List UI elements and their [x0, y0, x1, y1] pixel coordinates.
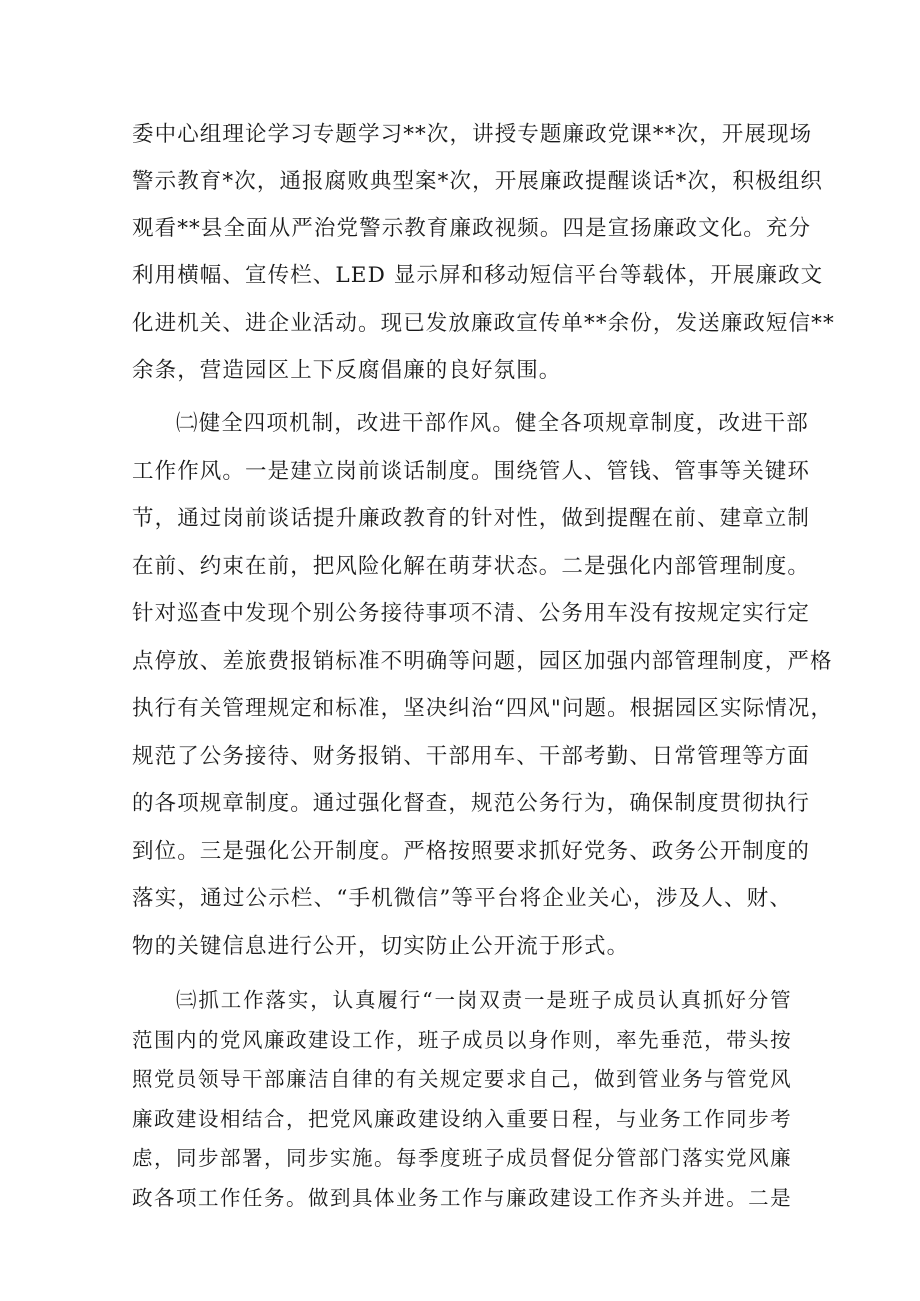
text-line: 委中心组理论学习专题学习**次，讲授专题廉政党课**次，开展现场 [132, 122, 813, 147]
text-line: 利用横幅、宣传栏、LED 显示屏和移动短信平台等载体，开展廉政文 [132, 263, 824, 288]
text-line: 化进机关、进企业活动。现已发放廉政宣传单**余份，发送廉政短信** [132, 311, 835, 336]
text-line: 到位。三是强化公开制度。严格按照要求抓好党务、政务公开制度的 [132, 839, 811, 864]
text-line: 观看**县全面从严治党警示教育廉政视频。四是宣扬廉政文化。充分 [132, 216, 812, 241]
text-line: 余条，营造园区上下反腐倡廉的良好氛围。 [132, 358, 562, 383]
text-line: 规范了公务接待、财务报销、干部用车、干部考勤、日常管理等方面 [132, 744, 811, 769]
text-line: 虑，同步部署，同步实施。每季度班子成员督促分管部门落实党风廉 [132, 1146, 792, 1170]
text-line: 工作作风。一是建立岗前谈话制度。围绕管人、管钱、管事等关键环 [132, 459, 811, 484]
text-line: 物的关键信息进行公开，切实防止公开流于形式。 [132, 934, 630, 959]
text-line: 照党员领导干部廉洁自律的有关规定要求自己，做到管业务与管党风 [132, 1067, 792, 1091]
text-line: 范围内的党风廉政建设工作，班子成员以身作则，率先垂范，带头按 [132, 1028, 792, 1052]
text-line: 点停放、差旅费报销标准不明确等问题，园区加强内部管理制度，严格 [132, 649, 833, 674]
text-line: 执行有关管理规定和标准，坚决纠治“四风"问题。根据园区实际情况， [132, 696, 834, 721]
text-line: 落实，通过公示栏、“手机微信”等平台将企业关心，涉及人、财、 [132, 886, 792, 911]
text-line: 警示教育*次，通报腐败典型案*次，开展廉政提醒谈话*次，积极组织 [132, 169, 823, 194]
text-line: 在前、约束在前，把风险化解在萌芽状态。二是强化内部管理制度。 [132, 554, 811, 579]
text-line: 的各项规章制度。通过强化督查，规范公务行为，确保制度贯彻执行 [132, 791, 811, 816]
text-line: 政各项工作任务。做到具体业务工作与廉政建设工作齐头并进。二是 [132, 1186, 792, 1210]
text-line: 针对巡查中发现个别公务接待事项不清、公务用车没有按规定实行定 [132, 601, 811, 626]
text-line: ㈢抓工作落实，认真履行“一岗双责一是班子成员认真抓好分管 [176, 988, 792, 1012]
text-line: 廉政建设相结合，把党风廉政建设纳入重要日程，与业务工作同步考 [132, 1107, 792, 1131]
text-line: 节，通过岗前谈话提升廉政教育的针对性，做到提醒在前、建章立制 [132, 506, 811, 531]
text-line: ㈡健全四项机制，改进干部作风。健全各项规章制度，改进干部 [176, 411, 809, 436]
